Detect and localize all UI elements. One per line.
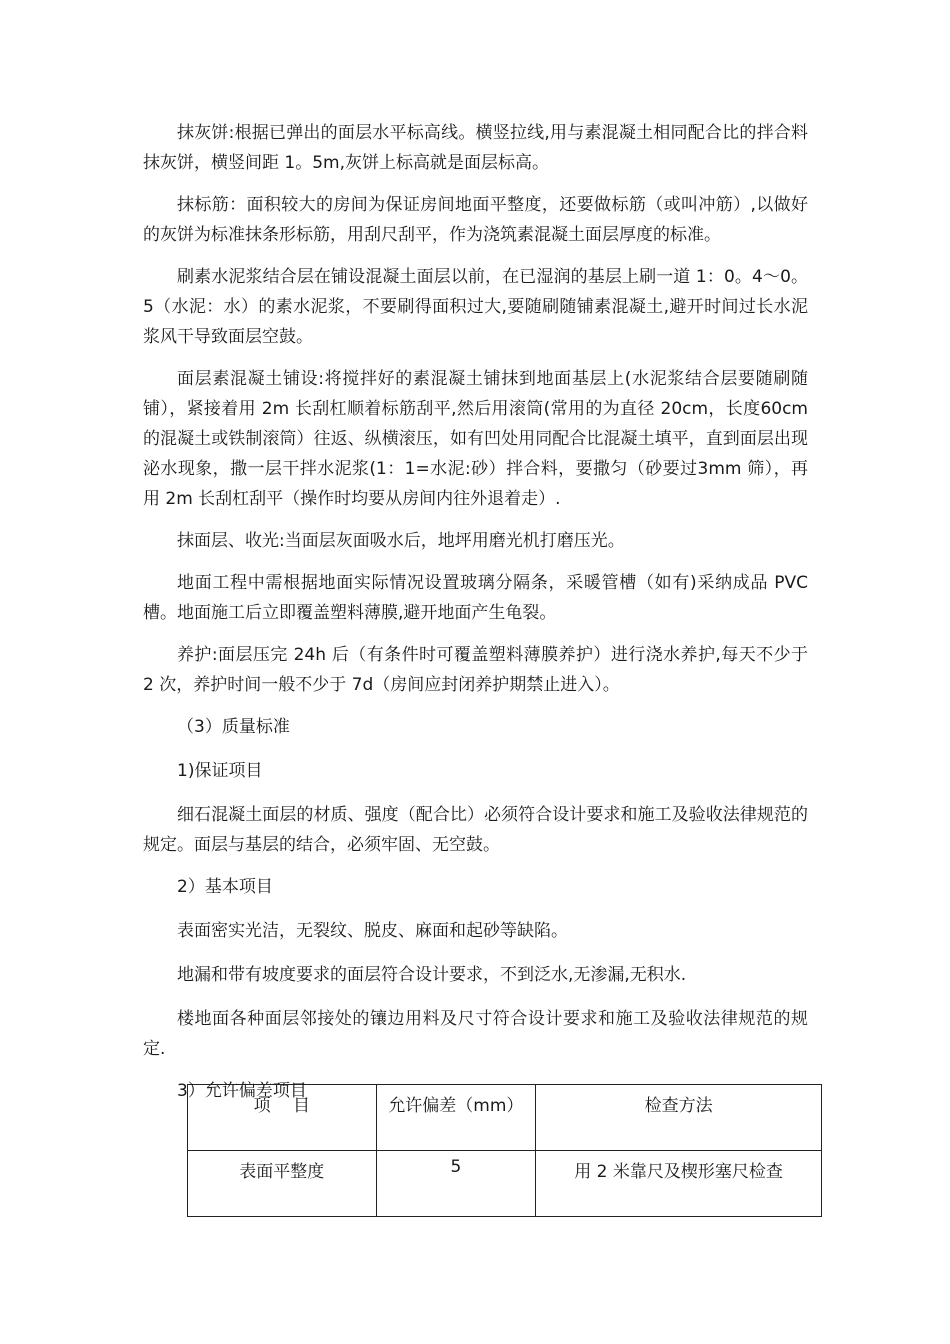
- item1-text: 细石混凝土面层的材质、强度（配合比）必须符合设计要求和施工及验收法律规范的规定。面层与基层的结合，必须牢固、无空鼓。: [143, 805, 808, 855]
- item2-title: 2）基本项目: [177, 877, 273, 897]
- item2-text-1: 表面密实光洁，无裂纹、脱皮、麻面和起砂等缺陷。: [177, 921, 568, 941]
- item2-text-3: 楼地面各种面层邻接处的镶边用料及尺寸符合设计要求和施工及验收法律规范的规定.: [143, 1009, 808, 1059]
- item2-text-2: 地漏和带有坡度要求的面层符合设计要求，不到泛水,无渗漏,无积水.: [177, 965, 687, 985]
- paragraph-curing: 养护:面层压完 24h 后（有条件时可覆盖塑料薄膜养护）进行浇水养护,每天不少于 2 次，养护时间一般不少于 7d（房间应封闭养护期禁止进入）。: [143, 645, 808, 695]
- paragraph-concrete-laying: 面层素混凝土铺设:将搅拌好的素混凝土铺抹到地面基层上(水泥浆结合层要随刷随铺），紧接着用 2m 长刮杠顺着标筋刮平,然后用滚筒(常用的为直径 20cm，长度60cm 的混凝土或铁制滚筒）往返、纵横滚压，如有凹处用同配合比混凝土填平，直到面层出现泌水现象，撒一层干拌水泥浆(1：1=水泥:砂）拌合料，要撒匀（砂要过3mm 筛），再用 2m 长刮杠刮平（操作时均要从房间内往外退着走）.: [143, 369, 808, 509]
- table-cell: 表面平整度: [188, 1151, 377, 1217]
- paragraph-plaster-cake: 抹灰饼:根据已弹出的面层水平标高线。横竖拉线,用与素混凝土相同配合比的拌合料抹灰饼，横竖间距 1。5m,灰饼上标高就是面层标高。: [143, 123, 808, 173]
- deviation-table: [187, 1084, 822, 1217]
- paragraph-finishing: 抹面层、收光:当面层灰面吸水后，地坪用磨光机打磨压光。: [177, 531, 625, 551]
- paragraph-divider-strips: 地面工程中需根据地面实际情况设置玻璃分隔条，采暖管槽（如有)采纳成品 PVC 槽。地面施工后立即覆盖塑料薄膜,避开地面产生龟裂。: [143, 573, 808, 623]
- table-row: [188, 1151, 822, 1217]
- paragraph-screed-strip: 抹标筋：面积较大的房间为保证房间地面平整度，还要做标筋（或叫冲筋）,以做好的灰饼为标准抹条形标筋，用刮尺刮平，作为浇筑素混凝土面层厚度的标准。: [143, 195, 808, 245]
- table-cell: 用 2 米靠尺及楔形塞尺检查: [536, 1151, 822, 1217]
- item1-title: 1)保证项目: [177, 761, 263, 781]
- document-body: [143, 118, 808, 1120]
- table-header-row: [188, 1085, 822, 1151]
- table-cell: 5: [376, 1151, 536, 1217]
- table-header-cell: 允许偏差（mm）: [376, 1085, 536, 1151]
- paragraph-cement-slurry: 刷素水泥浆结合层在铺设混凝土面层以前，在已湿润的基层上刷一道 1：0。4～0。5（水泥：水）的素水泥浆，不要刷得面积过大,要随刷随铺素混凝土,避开时间过长水泥浆风干导致面层空鼓。: [143, 267, 808, 347]
- section-title: （3）质量标准: [177, 717, 290, 737]
- table-header-cell: 项 目: [188, 1085, 377, 1151]
- item3-title: 3）允许偏差项目: [177, 1081, 307, 1101]
- table-header-cell: 检查方法: [536, 1085, 822, 1151]
